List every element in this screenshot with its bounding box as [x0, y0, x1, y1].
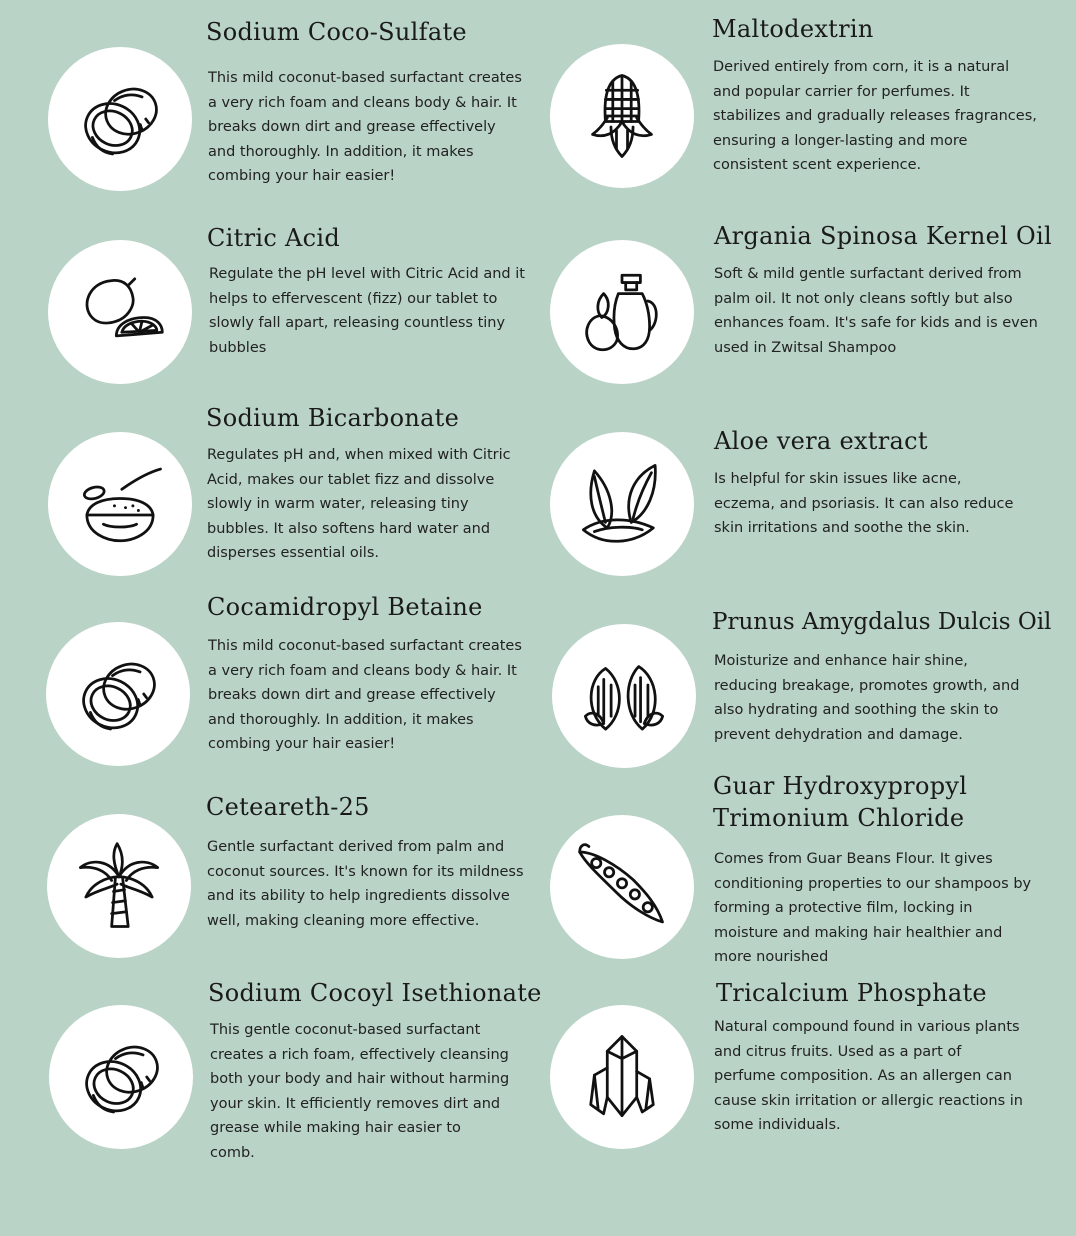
ingredient-title: Sodium Bicarbonate: [206, 404, 460, 432]
ingredient-description: Comes from Guar Beans Flour. It gives conditioning properties to our shampoos by forming a protective film, locking in moisture and making hair healthier and more nourished: [714, 851, 1032, 966]
ingredient-title: Guar Hydroxypropyl Trimonium Chloride: [713, 772, 968, 832]
bean-pod-icon: [576, 841, 668, 933]
coconut-icon: [75, 1031, 167, 1123]
crystal-icon: [576, 1031, 668, 1123]
ingredient-description: Natural compound found in various plants and citrus fruits. Used as a part of perfume composition. As an allergen can cause skin irritation or allergic reactions in some individuals.: [714, 1019, 1023, 1134]
ingredient-title: Prunus Amygdalus Dulcis Oil: [712, 609, 1052, 635]
ingredient-description: This mild coconut-based surfactant creates a very rich foam and cleans body & hair. It breaks down dirt and grease effectively and thoroughly. In addition, it makes combing your hair easier!: [208, 70, 522, 185]
ingredient-title: Citric Acid: [207, 224, 341, 252]
ingredient-title: Ceteareth-25: [206, 793, 370, 821]
icon-circle: [49, 1005, 193, 1149]
icon-circle: [47, 814, 191, 958]
ingredient-title: Aloe vera extract: [714, 427, 928, 455]
icon-circle: [550, 240, 694, 384]
palm-tree-icon: [73, 840, 165, 932]
icon-circle: [46, 622, 190, 766]
icon-circle: [48, 432, 192, 576]
ingredient-title: Sodium Cocoyl Isethionate: [208, 979, 542, 1007]
ingredient-description: Moisturize and enhance hair shine, reducing breakage, promotes growth, and also hydrating and soothing the skin to prevent dehydration and damage.: [714, 653, 1020, 743]
icon-circle: [550, 44, 694, 188]
ingredient-description: Regulate the pH level with Citric Acid and it helps to effervescent (fizz) our tablet to slowly fall apart, releasing countless tiny bubbles: [209, 266, 525, 356]
icon-circle: [48, 47, 192, 191]
icon-circle: [550, 1005, 694, 1149]
ingredient-title: Maltodextrin: [712, 15, 874, 43]
coconut-icon: [74, 73, 166, 165]
ingredient-description: Regulates pH and, when mixed with Citric Acid, makes our tablet fizz and dissolve slowly in warm water, releasing tiny bubbles. It also softens hard water and disperses essential oils.: [207, 447, 511, 562]
aloe-vera-icon: [576, 458, 668, 550]
ingredient-description: This mild coconut-based surfactant creates a very rich foam and cleans body & hair. It breaks down dirt and grease effectively and thoroughly. In addition, it makes combing your hair easier!: [208, 638, 522, 753]
ingredient-description: Derived entirely from corn, it is a natural and popular carrier for perfumes. It stabilizes and gradually releases fragrances, ensuring a longer-lasting and more consistent scent experience.: [713, 59, 1037, 174]
icon-circle: [550, 815, 694, 959]
icon-circle: [48, 240, 192, 384]
icon-circle: [552, 624, 696, 768]
ingredient-description: This gentle coconut-based surfactant creates a rich foam, effectively cleansing both your body and hair without harming your skin. It efficiently removes dirt and grease while making hair easier to comb.: [210, 1022, 510, 1161]
ingredient-title: Cocamidropyl Betaine: [207, 593, 483, 621]
coconut-icon: [72, 648, 164, 740]
lemon-icon: [74, 266, 166, 358]
ingredient-title: Sodium Coco-Sulfate: [206, 18, 467, 46]
ingredient-description: Gentle surfactant derived from palm and coconut sources. It's known for its mildness and its ability to help ingredients dissolve well, making cleaning more effective.: [207, 839, 524, 929]
ingredient-description: Is helpful for skin issues like acne, eczema, and psoriasis. It can also reduce skin irritations and soothe the skin.: [714, 471, 1014, 537]
ingredient-description: Soft & mild gentle surfactant derived from palm oil. It not only cleans softly but also enhances foam. It's safe for kids and is even used in Zwitsal Shampoo: [714, 266, 1038, 356]
ingredient-title: Argania Spinosa Kernel Oil: [714, 222, 1052, 250]
almond-icon: [578, 650, 670, 742]
ingredient-title: Tricalcium Phosphate: [716, 979, 987, 1007]
powder-bowl-icon: [74, 458, 166, 550]
oil-bottle-icon: [576, 266, 668, 358]
corn-icon: [576, 70, 668, 162]
icon-circle: [550, 432, 694, 576]
